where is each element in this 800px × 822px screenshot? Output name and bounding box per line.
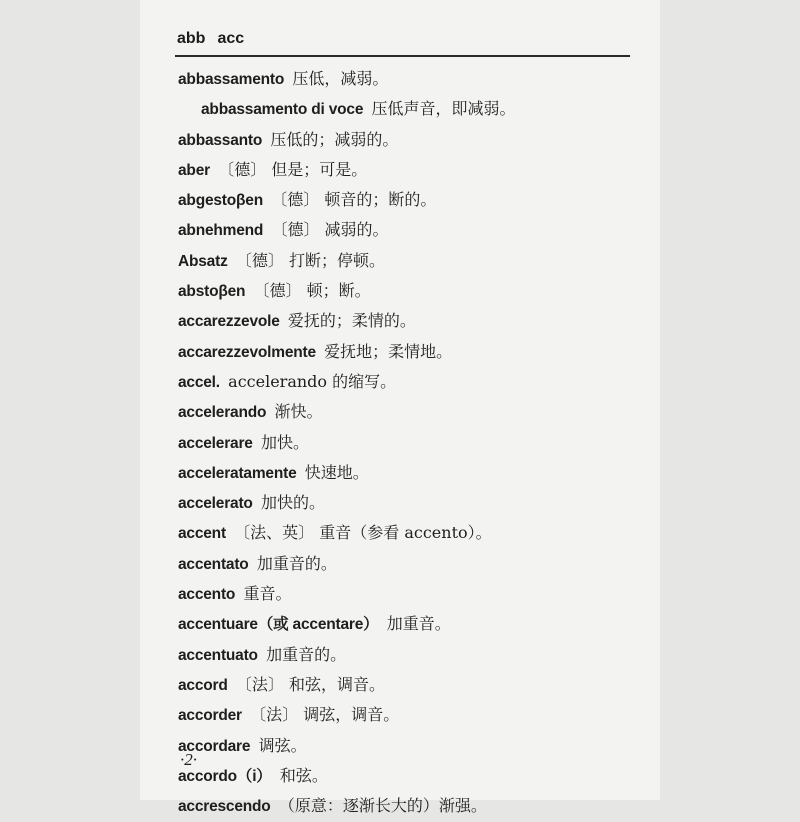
entry-headword: abstoβen bbox=[178, 283, 246, 301]
entry-definition: 〔德〕 顿；断。 bbox=[253, 281, 371, 301]
entry-headword: accordare bbox=[178, 737, 251, 755]
dictionary-entry bbox=[178, 791, 648, 821]
entry-headword: acceleratamente bbox=[178, 464, 297, 482]
page-number: ·2· bbox=[180, 750, 197, 769]
entry-definition: accelerando 的缩写。 bbox=[228, 371, 397, 391]
dictionary-entry bbox=[178, 155, 648, 185]
entry-headword: accrescendo bbox=[178, 798, 271, 816]
entry-definition: 压低声音，即减弱。 bbox=[371, 99, 516, 119]
dictionary-entry bbox=[178, 215, 648, 245]
entry-headword: accordo（i） bbox=[178, 767, 272, 785]
dictionary-entry bbox=[178, 94, 648, 124]
dictionary-entry bbox=[178, 367, 648, 397]
entry-definition: 加重音。 bbox=[386, 614, 451, 634]
entry-headword: Absatz bbox=[178, 252, 228, 270]
dictionary-entry bbox=[178, 428, 648, 458]
dictionary-entry bbox=[178, 549, 648, 579]
dictionary-entry bbox=[178, 670, 648, 700]
dictionary-entry bbox=[178, 125, 648, 155]
entry-definition: 压低，减弱。 bbox=[292, 69, 389, 88]
entry-headword: accento bbox=[178, 586, 236, 604]
entry-headword: abgestoβen bbox=[178, 192, 263, 210]
entry-headword: accelerato bbox=[178, 495, 253, 513]
entry-definition: 爱抚地；柔情地。 bbox=[324, 341, 453, 361]
dictionary-entry bbox=[178, 276, 648, 306]
entry-headword: accarezzevolmente bbox=[178, 343, 316, 361]
entry-headword: accelerare bbox=[178, 434, 253, 452]
dictionary-entry bbox=[178, 397, 648, 427]
entry-headword: accent bbox=[178, 525, 226, 543]
entry-headword: accentuato bbox=[178, 646, 258, 664]
entry-headword: accentuare（或 accentare） bbox=[178, 616, 379, 634]
dictionary-entry bbox=[178, 246, 648, 276]
dictionary-entry-list bbox=[178, 64, 648, 821]
entry-headword: abbassamento bbox=[178, 71, 285, 88]
dictionary-entry bbox=[178, 579, 648, 609]
dictionary-entry bbox=[178, 731, 648, 761]
entry-definition: 加重音的。 bbox=[256, 553, 337, 573]
entry-definition: 渐快。 bbox=[274, 402, 323, 422]
header-rule bbox=[175, 55, 630, 57]
dictionary-entry bbox=[178, 64, 648, 94]
dictionary-entry bbox=[178, 337, 648, 367]
dictionary-entry bbox=[178, 700, 648, 730]
dictionary-entry bbox=[178, 488, 648, 518]
entry-definition: 〔法、英〕 重音（参看 accento）。 bbox=[234, 523, 492, 543]
dictionary-entry bbox=[178, 640, 648, 670]
dictionary-entry bbox=[178, 761, 648, 791]
dictionary-entry bbox=[178, 306, 648, 336]
entry-headword: abbassanto bbox=[178, 131, 263, 149]
entry-definition: 调弦。 bbox=[258, 735, 307, 755]
entry-definition: 爱抚的；柔情的。 bbox=[287, 311, 416, 331]
entry-headword: accentato bbox=[178, 555, 249, 573]
dictionary-entry bbox=[178, 518, 648, 548]
guide-word-last: acc bbox=[217, 30, 245, 47]
entry-headword: accarezzevole bbox=[178, 313, 280, 331]
entry-headword: accelerando bbox=[178, 404, 267, 422]
entry-headword: accord bbox=[178, 676, 228, 694]
entry-definition: 重音。 bbox=[243, 584, 292, 604]
dictionary-entry bbox=[178, 458, 648, 488]
entry-definition: 〔德〕 减弱的。 bbox=[271, 220, 389, 240]
running-head bbox=[177, 30, 244, 48]
dictionary-entry bbox=[178, 185, 648, 215]
entry-headword: abbassamento di voce bbox=[201, 101, 364, 119]
entry-definition: 〔德〕 但是；可是。 bbox=[218, 159, 368, 179]
entry-definition: 〔德〕 打断；停顿。 bbox=[235, 250, 385, 270]
entry-definition: 压低的；减弱的。 bbox=[270, 129, 399, 149]
entry-headword: accel. bbox=[178, 373, 220, 391]
entry-definition: （原意：逐渐长大的）渐强。 bbox=[278, 796, 487, 816]
entry-definition: 〔法〕 和弦，调音。 bbox=[235, 674, 385, 694]
guide-word-first: abb bbox=[177, 30, 206, 47]
entry-definition: 〔德〕 顿音的；断的。 bbox=[271, 190, 437, 210]
entry-definition: 加快。 bbox=[260, 432, 309, 452]
entry-definition: 快速地。 bbox=[304, 462, 369, 482]
entry-headword: abnehmend bbox=[178, 222, 264, 240]
entry-headword: aber bbox=[178, 161, 210, 179]
entry-headword: accorder bbox=[178, 707, 242, 725]
entry-definition: 加重音的。 bbox=[266, 644, 347, 664]
entry-definition: 和弦。 bbox=[279, 765, 328, 785]
entry-definition: 〔法〕 调弦，调音。 bbox=[250, 705, 400, 725]
dictionary-entry bbox=[178, 609, 648, 639]
entry-definition: 加快的。 bbox=[260, 493, 325, 513]
